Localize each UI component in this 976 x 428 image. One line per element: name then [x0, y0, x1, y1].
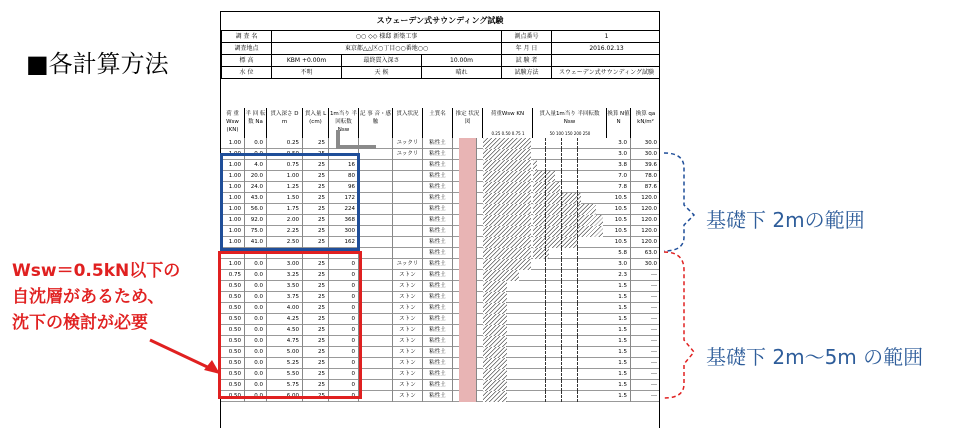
column-header: 荷 重 Wsw (KN) — [221, 108, 245, 138]
table-cell: 3.8 — [607, 160, 631, 171]
table-cell: 1.5 — [607, 336, 631, 347]
table-cell: 0.0 — [245, 270, 267, 281]
table-cell: 2.75 — [267, 248, 303, 259]
table-cell: 25 — [303, 380, 329, 391]
table-cell: 0.50 — [221, 303, 245, 314]
table-cell: 0.50 — [221, 325, 245, 336]
header-value: スウェーデン式サウンディング試験 — [552, 67, 660, 79]
table-cell: 0.0 — [245, 347, 267, 358]
table-cell: 1.5 — [607, 391, 631, 402]
table-cell: ユックリ — [393, 138, 423, 149]
table-cell: 30.0 — [631, 149, 660, 160]
table-cell: 25 — [303, 226, 329, 237]
column-header: 荷重Wsw KN — [483, 108, 533, 138]
table-cell: 25 — [303, 281, 329, 292]
header-label: 調 査 名 — [222, 31, 272, 43]
table-cell: 1.00 — [221, 160, 245, 171]
table-cell: 25 — [303, 336, 329, 347]
table-cell: 4.50 — [267, 325, 303, 336]
table-cell: 0.50 — [221, 314, 245, 325]
table-cell: 0.0 — [245, 281, 267, 292]
column-header: 半 回 転 数 Na — [245, 108, 267, 138]
column-header: 貫入量1m当り 半回転数 Nsw — [533, 108, 607, 138]
table-cell: 25 — [303, 358, 329, 369]
table-cell: 粘性土 — [423, 325, 453, 336]
header-value: 不明 — [272, 67, 342, 79]
table-cell: 75.0 — [245, 226, 267, 237]
nsw-scale: 50 100 150 200 250 — [549, 131, 591, 136]
table-cell: 300 — [329, 226, 359, 237]
table-cell: 1.5 — [607, 314, 631, 325]
range-2m-label: 基礎下 2mの範囲 — [706, 208, 865, 232]
table-cell: --- — [631, 391, 660, 402]
table-cell: 0.0 — [245, 380, 267, 391]
table-cell: 120.0 — [631, 193, 660, 204]
table-cell: 粘性土 — [423, 215, 453, 226]
table-cell: 0.50 — [221, 347, 245, 358]
table-cell: 粘性土 — [423, 314, 453, 325]
table-cell: 粘性土 — [423, 281, 453, 292]
table-cell: 5.75 — [267, 380, 303, 391]
header-label: 試 験 者 — [502, 55, 552, 67]
table-cell: --- — [631, 303, 660, 314]
sheet-title: スウェーデン式サウンディング試験 — [221, 12, 659, 31]
table-cell: --- — [631, 270, 660, 281]
table-cell: 粘性土 — [423, 149, 453, 160]
table-cell: 1.5 — [607, 281, 631, 292]
table-cell: 25 — [303, 325, 329, 336]
gray-step-marker — [338, 130, 376, 147]
table-cell: ユックリ — [393, 149, 423, 160]
table-cell: 3.75 — [267, 292, 303, 303]
table-cell: 1.5 — [607, 303, 631, 314]
table-cell: 63.0 — [631, 248, 660, 259]
table-cell: 1.5 — [607, 369, 631, 380]
column-header: 換算 qa kN/m² — [631, 108, 660, 138]
table-cell: ユックリ — [393, 259, 423, 270]
table-cell: 7.0 — [607, 171, 631, 182]
table-cell: 80 — [329, 171, 359, 182]
column-header: 貫入量 L (cm) — [303, 108, 329, 138]
table-cell: 368 — [329, 215, 359, 226]
table-cell: 粘性土 — [423, 171, 453, 182]
table-cell: ストン — [393, 336, 423, 347]
table-cell: 3.00 — [267, 259, 303, 270]
header-label: 測点番号 — [502, 31, 552, 43]
header-label: 最終貫入深さ — [342, 55, 422, 67]
table-cell: 3.0 — [607, 259, 631, 270]
table-cell: 粘性土 — [423, 226, 453, 237]
table-cell: 3.50 — [267, 281, 303, 292]
table-cell: 10.5 — [607, 193, 631, 204]
table-cell: ストン — [393, 391, 423, 402]
table-cell: --- — [631, 336, 660, 347]
table-cell: 5.00 — [267, 347, 303, 358]
table-cell: ストン — [393, 281, 423, 292]
table-cell: 0.0 — [245, 138, 267, 149]
table-cell: 0.75 — [267, 160, 303, 171]
table-cell: 0.0 — [245, 303, 267, 314]
table-cell: 粘性土 — [423, 270, 453, 281]
red-bracket — [664, 252, 694, 398]
table-cell: ストン — [393, 369, 423, 380]
table-cell: 25 — [303, 204, 329, 215]
range-2to5m-label: 基礎下 2m～5m の範囲 — [706, 345, 924, 369]
table-cell: 5.25 — [267, 358, 303, 369]
table-cell: 56.0 — [245, 204, 267, 215]
table-cell: ストン — [393, 358, 423, 369]
table-cell: 4.0 — [245, 160, 267, 171]
header-label: 水 位 — [222, 67, 272, 79]
table-cell: 14.0 — [245, 248, 267, 259]
red-note-line: Wsw＝0.5kN以下の — [12, 261, 181, 281]
table-cell: 1.00 — [267, 171, 303, 182]
table-cell: 5.8 — [607, 248, 631, 259]
section-title: ■各計算方法 — [26, 50, 169, 78]
table-cell: 25 — [303, 303, 329, 314]
table-cell: 25 — [303, 369, 329, 380]
table-cell: 1.00 — [221, 193, 245, 204]
header-value: ○○ ◇◇ 様邸 新築工事 — [272, 31, 502, 43]
header-value: KBM +0.00m — [272, 55, 342, 67]
table-cell: 30.0 — [631, 259, 660, 270]
table-cell: 30.0 — [631, 138, 660, 149]
table-cell: 0 — [329, 259, 359, 270]
table-cell: ストン — [393, 347, 423, 358]
header-value: 晴れ — [422, 67, 502, 79]
table-cell: 224 — [329, 204, 359, 215]
table-cell: 1.75 — [267, 204, 303, 215]
table-cell: 87.6 — [631, 182, 660, 193]
table-cell: 0.0 — [245, 314, 267, 325]
table-cell: 0 — [329, 391, 359, 402]
table-cell: 4.25 — [267, 314, 303, 325]
table-cell: 25 — [303, 314, 329, 325]
table-cell: 56 — [329, 248, 359, 259]
table-cell: 0 — [329, 314, 359, 325]
table-cell: 粘性土 — [423, 391, 453, 402]
table-cell: 5.50 — [267, 369, 303, 380]
table-cell: 6.00 — [267, 391, 303, 402]
table-cell: 粘性土 — [423, 259, 453, 270]
table-cell: 25 — [303, 259, 329, 270]
table-cell: 0.0 — [245, 336, 267, 347]
table-cell: 0.0 — [245, 358, 267, 369]
table-cell: 粘性土 — [423, 248, 453, 259]
red-note-line: 自沈層があるため、 — [12, 287, 165, 307]
table-cell: 0.0 — [245, 369, 267, 380]
table-cell: 25 — [303, 138, 329, 149]
table-cell: 3.25 — [267, 270, 303, 281]
table-cell: 0 — [329, 270, 359, 281]
table-cell: 0.50 — [221, 358, 245, 369]
red-note — [12, 258, 180, 336]
table-cell: 粘性土 — [423, 160, 453, 171]
table-cell: 粘性土 — [423, 193, 453, 204]
red-note-line: 沈下の検討が必要 — [12, 313, 148, 333]
table-cell: 0.25 — [267, 138, 303, 149]
table-cell: 25 — [303, 248, 329, 259]
table-cell: 0.0 — [245, 149, 267, 160]
table-cell: --- — [631, 358, 660, 369]
table-cell: 1.00 — [221, 182, 245, 193]
table-cell: 1.5 — [607, 347, 631, 358]
header-label: 標 高 — [222, 55, 272, 67]
table-cell: 20.0 — [245, 171, 267, 182]
table-cell: 1.5 — [607, 292, 631, 303]
table-cell: 粘性土 — [423, 292, 453, 303]
table-cell: 1.5 — [607, 358, 631, 369]
table-cell: ストン — [393, 314, 423, 325]
table-cell: 1.00 — [221, 226, 245, 237]
table-cell: --- — [631, 292, 660, 303]
header-label: 年 月 日 — [502, 43, 552, 55]
table-cell: 1.5 — [607, 325, 631, 336]
table-cell: --- — [631, 314, 660, 325]
table-cell: 10.5 — [607, 204, 631, 215]
table-cell: 96 — [329, 182, 359, 193]
table-cell: 2.3 — [607, 270, 631, 281]
table-cell: 0.75 — [221, 270, 245, 281]
table-cell: 0 — [329, 336, 359, 347]
table-cell: 粘性土 — [423, 358, 453, 369]
table-cell: 172 — [329, 193, 359, 204]
table-cell: 0 — [329, 347, 359, 358]
table-cell: 25 — [303, 347, 329, 358]
table-cell: 1.00 — [221, 138, 245, 149]
column-header: 土質名 — [423, 108, 453, 138]
header-value: 東京都△△区○丁目○○番地○○ — [272, 43, 502, 55]
table-cell: 粘性土 — [423, 237, 453, 248]
table-cell: 1.5 — [607, 380, 631, 391]
table-cell: 25 — [303, 270, 329, 281]
table-cell: --- — [631, 369, 660, 380]
table-cell: 4.00 — [267, 303, 303, 314]
header-value: 2016.02.13 — [552, 43, 660, 55]
table-cell: 16 — [329, 160, 359, 171]
header-label: 試験方法 — [502, 67, 552, 79]
table-cell: 25 — [303, 391, 329, 402]
table-cell: 0.50 — [221, 281, 245, 292]
table-cell: 粘性土 — [423, 336, 453, 347]
table-cell: 3.0 — [607, 149, 631, 160]
table-cell: 2.50 — [267, 237, 303, 248]
table-cell: 粘性土 — [423, 303, 453, 314]
column-header: 推定 状況図 — [453, 108, 483, 138]
table-cell: ストン — [393, 325, 423, 336]
table-cell: 24.0 — [245, 182, 267, 193]
table-cell: --- — [631, 325, 660, 336]
table-cell: 1.00 — [221, 215, 245, 226]
table-cell: 92.0 — [245, 215, 267, 226]
blue-bracket — [664, 153, 694, 251]
table-cell: 粘性土 — [423, 138, 453, 149]
table-cell: 1.00 — [221, 237, 245, 248]
table-cell: ストン — [393, 380, 423, 391]
table-cell: 粘性土 — [423, 380, 453, 391]
table-cell: 4.75 — [267, 336, 303, 347]
table-cell: 0 — [329, 292, 359, 303]
table-cell: 0.50 — [221, 336, 245, 347]
table-cell: 1.00 — [221, 259, 245, 270]
table-cell: 78.0 — [631, 171, 660, 182]
table-cell: 0.50 — [267, 149, 303, 160]
table-cell: 1.00 — [221, 149, 245, 160]
table-cell: 1.00 — [221, 248, 245, 259]
table-cell: 0 — [329, 358, 359, 369]
column-header: 1m当り 半回転数 Nsw — [329, 108, 359, 138]
table-cell: 0.0 — [245, 391, 267, 402]
table-cell: 0.50 — [221, 391, 245, 402]
table-cell: ストン — [393, 292, 423, 303]
table-cell: 0.50 — [221, 380, 245, 391]
table-cell: 0.50 — [221, 292, 245, 303]
table-cell: 1.25 — [267, 182, 303, 193]
header-value: 1 — [552, 31, 660, 43]
column-header: 記 事 音・感触 — [359, 108, 393, 138]
table-cell: 25 — [303, 193, 329, 204]
table-cell: 粘性土 — [423, 182, 453, 193]
wsw-scale: 0.25 0.50 0.75 1 — [491, 131, 525, 136]
table-cell: 120.0 — [631, 226, 660, 237]
table-cell: 162 — [329, 237, 359, 248]
header-value: 10.00m — [422, 55, 502, 67]
table-cell: 120.0 — [631, 237, 660, 248]
table-cell: --- — [631, 281, 660, 292]
table-cell: 0.50 — [221, 369, 245, 380]
table-cell: ストン — [393, 303, 423, 314]
table-cell: 1.00 — [221, 204, 245, 215]
table-cell: 10.5 — [607, 215, 631, 226]
table-cell: 25 — [303, 160, 329, 171]
table-cell: 2.00 — [267, 215, 303, 226]
table-cell: 25 — [303, 292, 329, 303]
table-cell: 10.5 — [607, 226, 631, 237]
table-cell: 43.0 — [245, 193, 267, 204]
table-cell: --- — [631, 380, 660, 391]
table-cell: 0 — [329, 281, 359, 292]
table-cell: 25 — [303, 149, 329, 160]
table-cell: 2.25 — [267, 226, 303, 237]
column-header: 貫入深さ D m — [267, 108, 303, 138]
table-cell: 120.0 — [631, 215, 660, 226]
header-label: 調査地点 — [222, 43, 272, 55]
table-cell: 10.5 — [607, 237, 631, 248]
table-cell: 7.8 — [607, 182, 631, 193]
table-cell: 0 — [329, 380, 359, 391]
table-cell: 0 — [329, 303, 359, 314]
table-cell: 0.0 — [245, 325, 267, 336]
table-cell: 粘性土 — [423, 204, 453, 215]
table-cell: 25 — [303, 237, 329, 248]
table-cell: 粘性土 — [423, 369, 453, 380]
table-cell: 1.50 — [267, 193, 303, 204]
table-cell: 0 — [329, 325, 359, 336]
table-cell: 1.00 — [221, 171, 245, 182]
table-cell: 3.0 — [607, 138, 631, 149]
table-cell: 39.6 — [631, 160, 660, 171]
table-cell: 25 — [303, 171, 329, 182]
table-cell: 0.0 — [245, 292, 267, 303]
table-cell: ストン — [393, 270, 423, 281]
table-cell: 120.0 — [631, 204, 660, 215]
table-cell: --- — [631, 347, 660, 358]
table-cell: 粘性土 — [423, 347, 453, 358]
table-cell: 41.0 — [245, 237, 267, 248]
table-cell: 0 — [329, 369, 359, 380]
column-header: 貫入状況 — [393, 108, 423, 138]
table-cell: 25 — [303, 182, 329, 193]
table-cell: 0.0 — [245, 259, 267, 270]
table-cell: 25 — [303, 215, 329, 226]
column-header: 換算 N値 N — [607, 108, 631, 138]
header-label: 天 候 — [342, 67, 422, 79]
